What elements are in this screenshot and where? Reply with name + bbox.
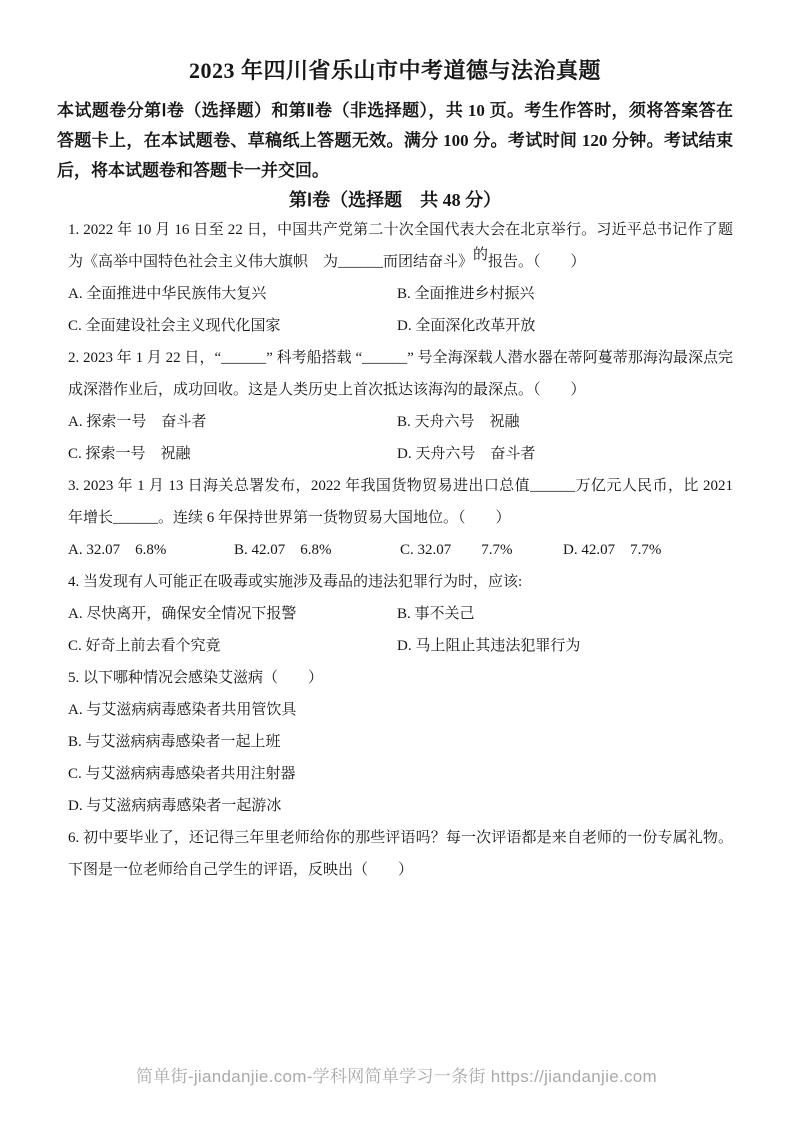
question-3-options xyxy=(68,534,733,566)
question-5-options xyxy=(68,694,733,822)
question-2-options xyxy=(68,406,733,470)
question-2-stem xyxy=(68,342,733,406)
question-4-option-a: A. 尽快离开，确保安全情况下报警 xyxy=(68,606,297,622)
page-title: 2023 年四川省乐山市中考道德与法治真题 xyxy=(188,58,601,83)
question-4-stem-text: 4. 当发现有人可能正在吸毒或实施涉及毒品的违法犯罪行为时，应该: xyxy=(68,574,523,590)
question-3-option-a: A. 32.07 6.8% xyxy=(68,542,167,558)
question-1-stem-text: 1. 2022 年 10 月 16 日至 22 日，中国共产党第二十次全国代表大会在北京举行。习近平总书记作了题为《高举中国特色社会主义伟大旗帜 为______而团结奋斗》 xyxy=(68,222,733,270)
question-4-option-d: D. 马上阻止其违法犯罪行为 xyxy=(397,638,581,654)
question-1-options xyxy=(68,278,733,342)
question-1-option-d: D. 全面深化改革开放 xyxy=(397,318,536,334)
question-5-option-d: D. 与艾滋病病毒感染者一起游冰 xyxy=(68,798,282,814)
question-2-option-d: D. 天舟六号 奋斗者 xyxy=(397,446,536,462)
question-2-option-b: B. 天舟六号 祝融 xyxy=(397,414,520,430)
question-5-stem xyxy=(68,662,733,694)
question-6 xyxy=(68,822,733,886)
question-3-option-d: D. 42.07 7.7% xyxy=(563,542,662,558)
watermark-footer: 简单街-jiandanjie.com-学科网简单学习一条街 https://jiandanjie.com xyxy=(135,1067,658,1086)
question-4-options xyxy=(68,598,733,662)
question-1-option-b: B. 全面推进乡村振兴 xyxy=(397,286,535,302)
question-1-stem-end: 报告。（ ） xyxy=(488,254,586,270)
section-heading: 第Ⅰ卷（选择题 共 48 分） xyxy=(288,190,502,210)
question-1-option-a: A. 全面推进中华民族伟大复兴 xyxy=(68,286,267,302)
question-5-option-a: A. 与艾滋病病毒感染者共用管饮具 xyxy=(68,702,297,718)
question-1-stem-superscript: 的 xyxy=(473,247,489,263)
exam-notice: 本试题卷分第Ⅰ卷（选择题）和第Ⅱ卷（非选择题），共 10 页。考生作答时，须将答案答在答题卡上，在本试题卷、草稿纸上答题无效。满分 100 分。考试时间 120 分钟。考试结束后，将本试题卷和答题卡一并交回。 xyxy=(57,101,733,180)
question-3-option-c: C. 32.07 7.7% xyxy=(400,542,513,558)
question-5-option-b: B. 与艾滋病病毒感染者一起上班 xyxy=(68,734,281,750)
question-2 xyxy=(68,342,733,470)
question-3-stem-text: 3. 2023 年 1 月 13 日海关总署发布，2022 年我国货物贸易进出口总值______万亿元人民币，比 2021 年增长______。连续 6 年保持世界第一货物贸易大国地位。（ ） xyxy=(68,478,733,526)
question-4 xyxy=(68,566,733,662)
question-5-stem-text: 5. 以下哪种情况会感染艾滋病（ ） xyxy=(68,670,324,686)
question-2-option-a: A. 探索一号 奋斗者 xyxy=(68,414,207,430)
question-5 xyxy=(68,662,733,822)
question-2-option-c: C. 探索一号 祝融 xyxy=(68,446,191,462)
question-2-stem-text: 2. 2023 年 1 月 22 日，“______” 科考船搭载 “______” 号全海深载人潜水器在蒂阿蔓蒂那海沟最深点完成深潜作业后，成功回收。这是人类历史上首次抵达该海沟的最深点。（ ） xyxy=(68,350,733,398)
question-6-stem-text: 6. 初中要毕业了，还记得三年里老师给你的那些评语吗？每一次评语都是来自老师的一份专属礼物。下图是一位老师给自己学生的评语，反映出（ ） xyxy=(68,830,733,878)
question-1-stem xyxy=(68,214,733,278)
question-4-option-b: B. 事不关己 xyxy=(397,606,475,622)
question-4-option-c: C. 好奇上前去看个究竟 xyxy=(68,638,221,654)
question-4-stem xyxy=(68,566,733,598)
question-6-stem xyxy=(68,822,733,886)
question-1 xyxy=(68,214,733,342)
question-1-option-c: C. 全面建设社会主义现代化国家 xyxy=(68,318,281,334)
question-5-option-c: C. 与艾滋病病毒感染者共用注射器 xyxy=(68,766,296,782)
question-3 xyxy=(68,470,733,566)
question-3-option-b: B. 42.07 6.8% xyxy=(234,542,332,558)
question-3-stem xyxy=(68,470,733,534)
